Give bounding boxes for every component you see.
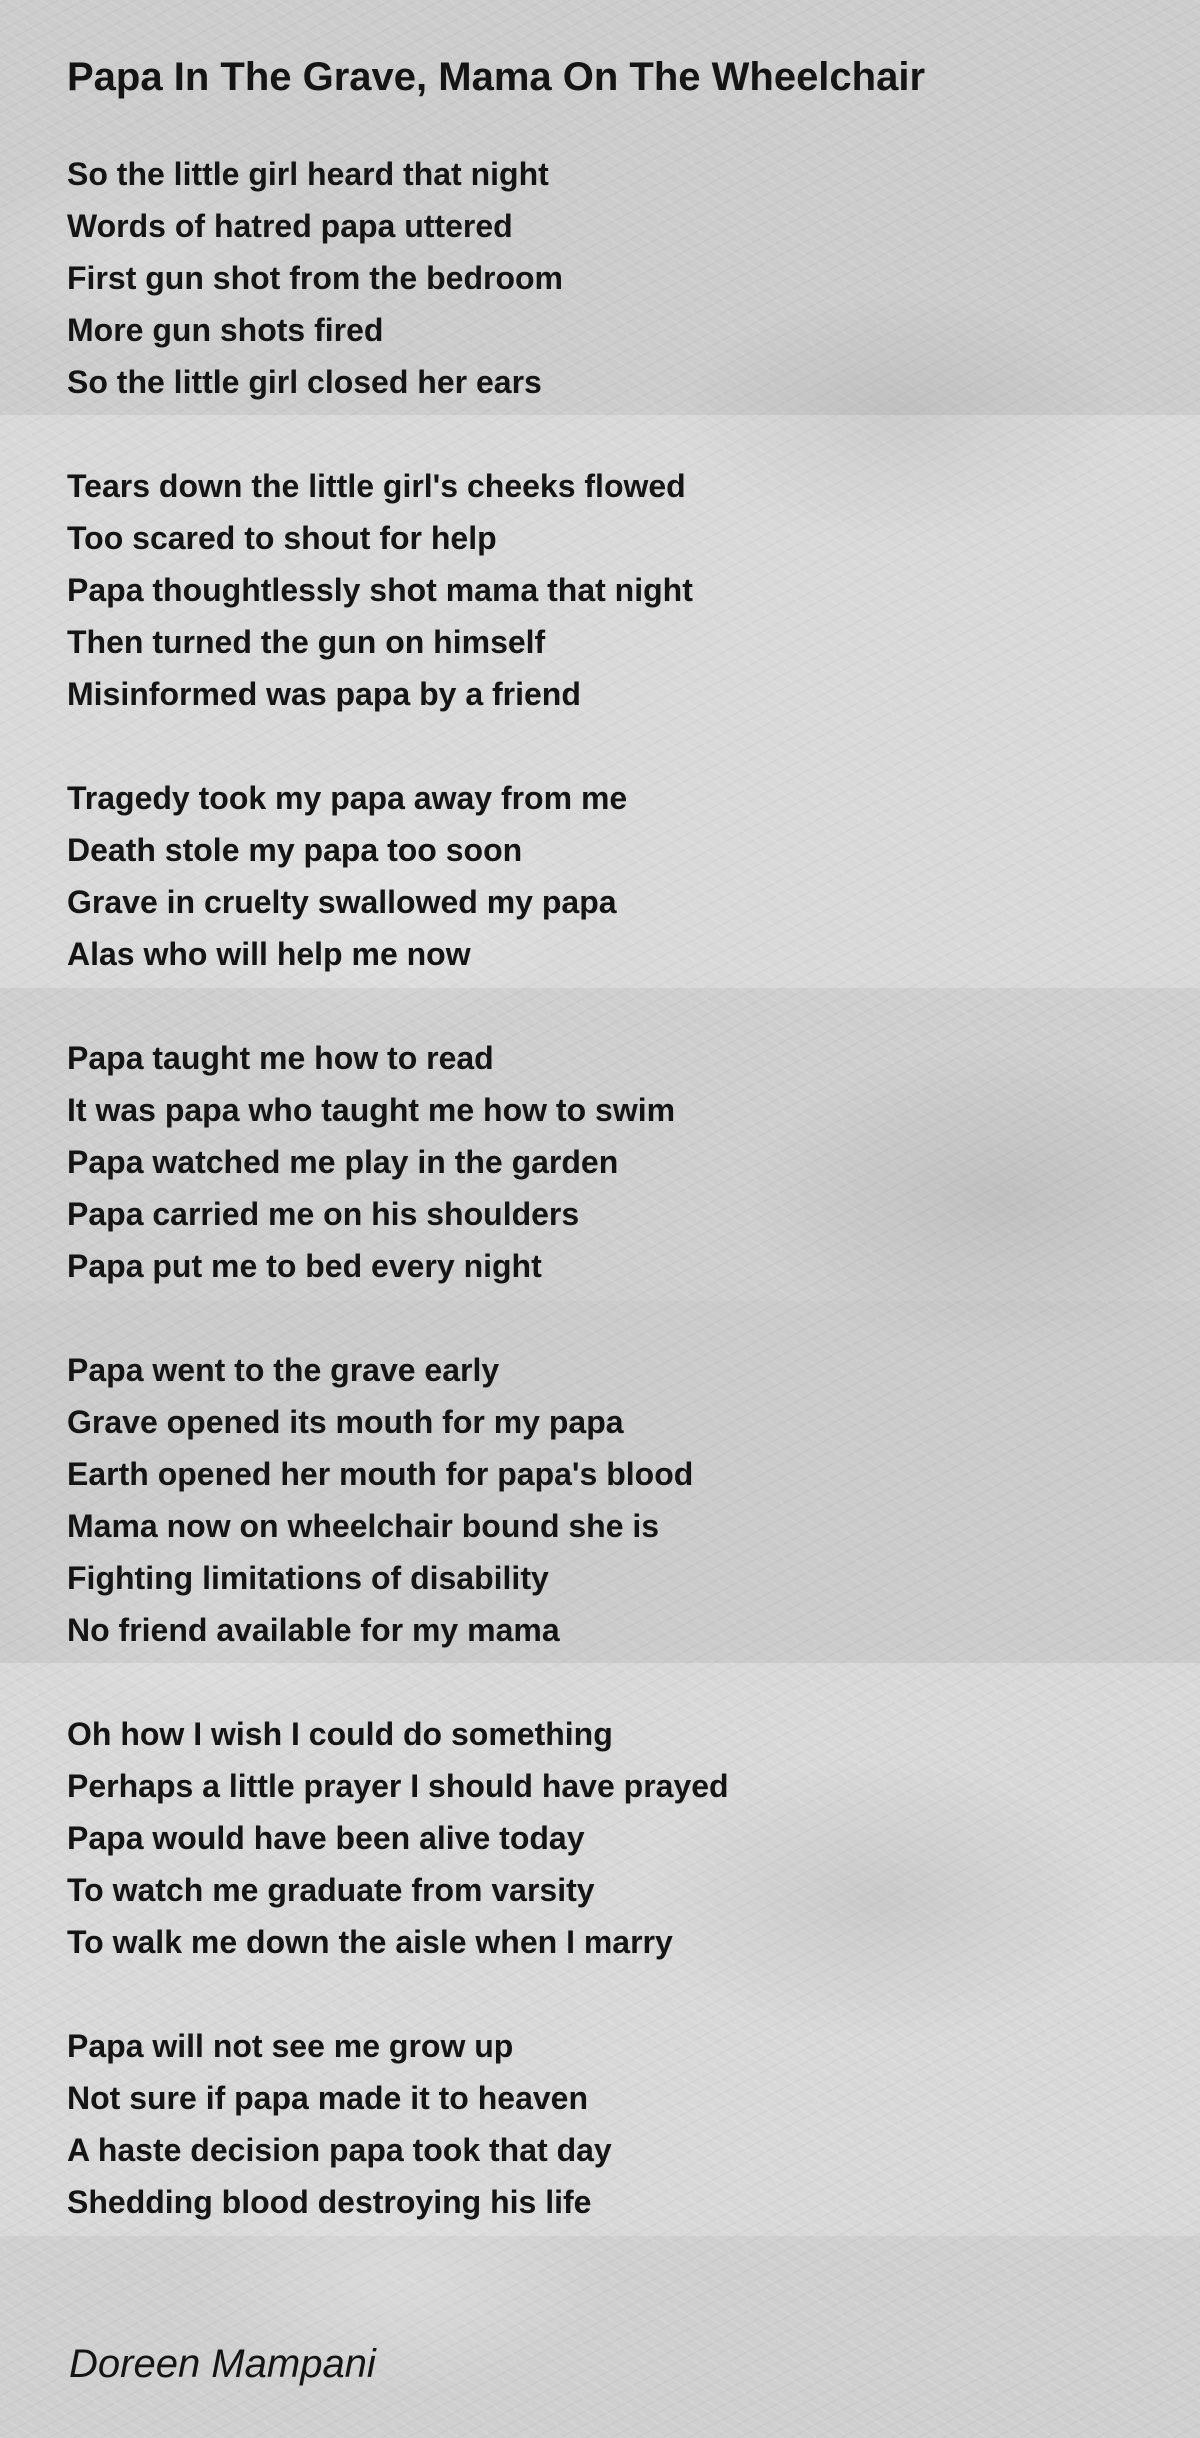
poem-line: Grave in cruelty swallowed my papa	[67, 884, 617, 920]
poem-line: Too scared to shout for help	[67, 520, 497, 556]
stanza	[67, 148, 1147, 408]
poem-line: It was papa who taught me how to swim	[67, 1092, 676, 1128]
poem-line: So the little girl closed her ears	[67, 364, 542, 400]
poem-line: Oh how I wish I could do something	[67, 1716, 613, 1752]
poem-author: Doreen Mampani	[69, 2342, 376, 2386]
stanza	[67, 1032, 1147, 1292]
poem-line: Earth opened her mouth for papa's blood	[67, 1456, 694, 1492]
poem-line: Grave opened its mouth for my papa	[67, 1404, 624, 1440]
poem-line: No friend available for my mama	[67, 1612, 560, 1648]
stanza	[67, 2020, 1147, 2228]
poem-line: Alas who will help me now	[67, 936, 471, 972]
poem-line: Papa will not see me grow up	[67, 2028, 514, 2064]
poem-line: Tragedy took my papa away from me	[67, 780, 628, 816]
poem-line: So the little girl heard that night	[67, 156, 549, 192]
poem-line: Papa put me to bed every night	[67, 1248, 542, 1284]
stanza	[67, 772, 1147, 980]
poem-title: Papa In The Grave, Mama On The Wheelchair	[67, 55, 926, 99]
poem-line: Papa taught me how to read	[67, 1040, 494, 1076]
poem-line: Death stole my papa too soon	[67, 832, 523, 868]
poem-line: Misinformed was papa by a friend	[67, 676, 581, 712]
poem-line: Papa watched me play in the garden	[67, 1144, 619, 1180]
poem-line: Perhaps a little prayer I should have prayed	[67, 1768, 729, 1804]
stanza	[67, 1708, 1147, 1968]
poem-line: Then turned the gun on himself	[67, 624, 546, 660]
poem-line: Shedding blood destroying his life	[67, 2184, 592, 2220]
poem-body	[67, 148, 1147, 2228]
poem-line: To walk me down the aisle when I marry	[67, 1924, 673, 1960]
poem-line: Not sure if papa made it to heaven	[67, 2080, 588, 2116]
stanza	[67, 460, 1147, 720]
poem-line: Tears down the little girl's cheeks flowed	[67, 468, 686, 504]
poem-line: Papa went to the grave early	[67, 1352, 500, 1388]
poem-line: Words of hatred papa uttered	[67, 208, 513, 244]
stanza	[67, 1344, 1147, 1656]
poem-line: Papa would have been alive today	[67, 1820, 585, 1856]
poem-line: A haste decision papa took that day	[67, 2132, 612, 2168]
poem-container	[67, 48, 1147, 2228]
poem-line: Papa carried me on his shoulders	[67, 1196, 580, 1232]
poem-line: Fighting limitations of disability	[67, 1560, 549, 1596]
poem-line: To watch me graduate from varsity	[67, 1872, 595, 1908]
poem-line: Papa thoughtlessly shot mama that night	[67, 572, 693, 608]
poem-line: More gun shots fired	[67, 312, 384, 348]
poem-line: Mama now on wheelchair bound she is	[67, 1508, 660, 1544]
poem-line: First gun shot from the bedroom	[67, 260, 563, 296]
